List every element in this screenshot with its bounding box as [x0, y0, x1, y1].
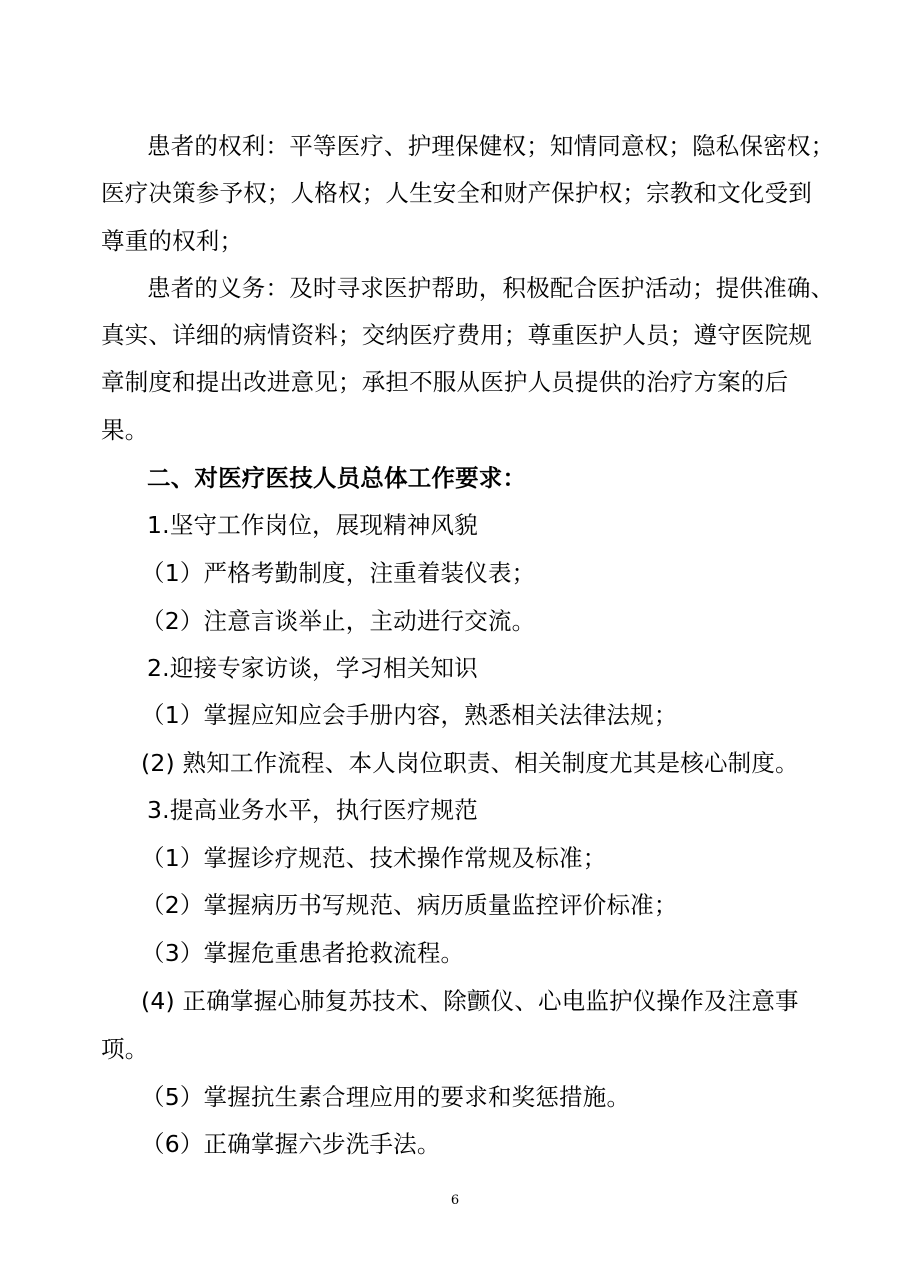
- list-item: （5）掌握抗生素合理应用的要求和奖惩措施。: [141, 1083, 631, 1111]
- list-item: （2）注意言谈举止，主动进行交流。: [141, 607, 536, 635]
- rights-line-1: 患者的权利：平等医疗、护理保健权；知情同意权；隐私保密权；: [147, 132, 835, 160]
- rights-line-2: 医疗决策参予权；人格权；人生安全和财产保护权；宗教和文化受到: [101, 179, 812, 207]
- list-item: （2）掌握病历书写规范、病历质量监控评价标准；: [141, 891, 678, 919]
- list-item: (4) 正确掌握心肺复苏技术、除颤仪、心电监护仪操作及注意事: [141, 987, 799, 1015]
- list-item: （1）掌握应知应会手册内容，熟悉相关法律法规；: [141, 701, 678, 729]
- duties-line-1: 患者的义务：及时寻求医护帮助，积极配合医护活动；提供准确、: [147, 274, 835, 302]
- list-item: （6）正确掌握六步洗手法。: [141, 1130, 441, 1158]
- list-item: （1）严格考勤制度，注重着装仪表；: [141, 559, 536, 587]
- list-item: (2) 熟知工作流程、本人岗位职责、相关制度尤其是核心制度。: [141, 749, 799, 777]
- rights-line-3: 尊重的权利；: [101, 227, 244, 255]
- list-item: 2.迎接专家访谈，学习相关知识: [147, 654, 478, 682]
- page-number: 6: [450, 1193, 460, 1208]
- list-item: 项。: [101, 1035, 149, 1063]
- duties-line-4: 果。: [101, 416, 149, 444]
- duties-line-2: 真实、详细的病情资料；交纳医疗费用；尊重医护人员；遵守医院规: [101, 321, 812, 349]
- list-item: （3）掌握危重患者抢救流程。: [141, 939, 465, 967]
- duties-line-3: 章制度和提出改进意见；承担不服从医护人员提供的治疗方案的后: [101, 368, 789, 396]
- list-item: （1）掌握诊疗规范、技术操作常规及标准；: [141, 844, 607, 872]
- list-item: 3.提高业务水平，执行医疗规范: [147, 796, 478, 824]
- section-heading: 二、对医疗医技人员总体工作要求：: [147, 464, 527, 492]
- list-item: 1.坚守工作岗位，展现精神风貌: [147, 511, 478, 539]
